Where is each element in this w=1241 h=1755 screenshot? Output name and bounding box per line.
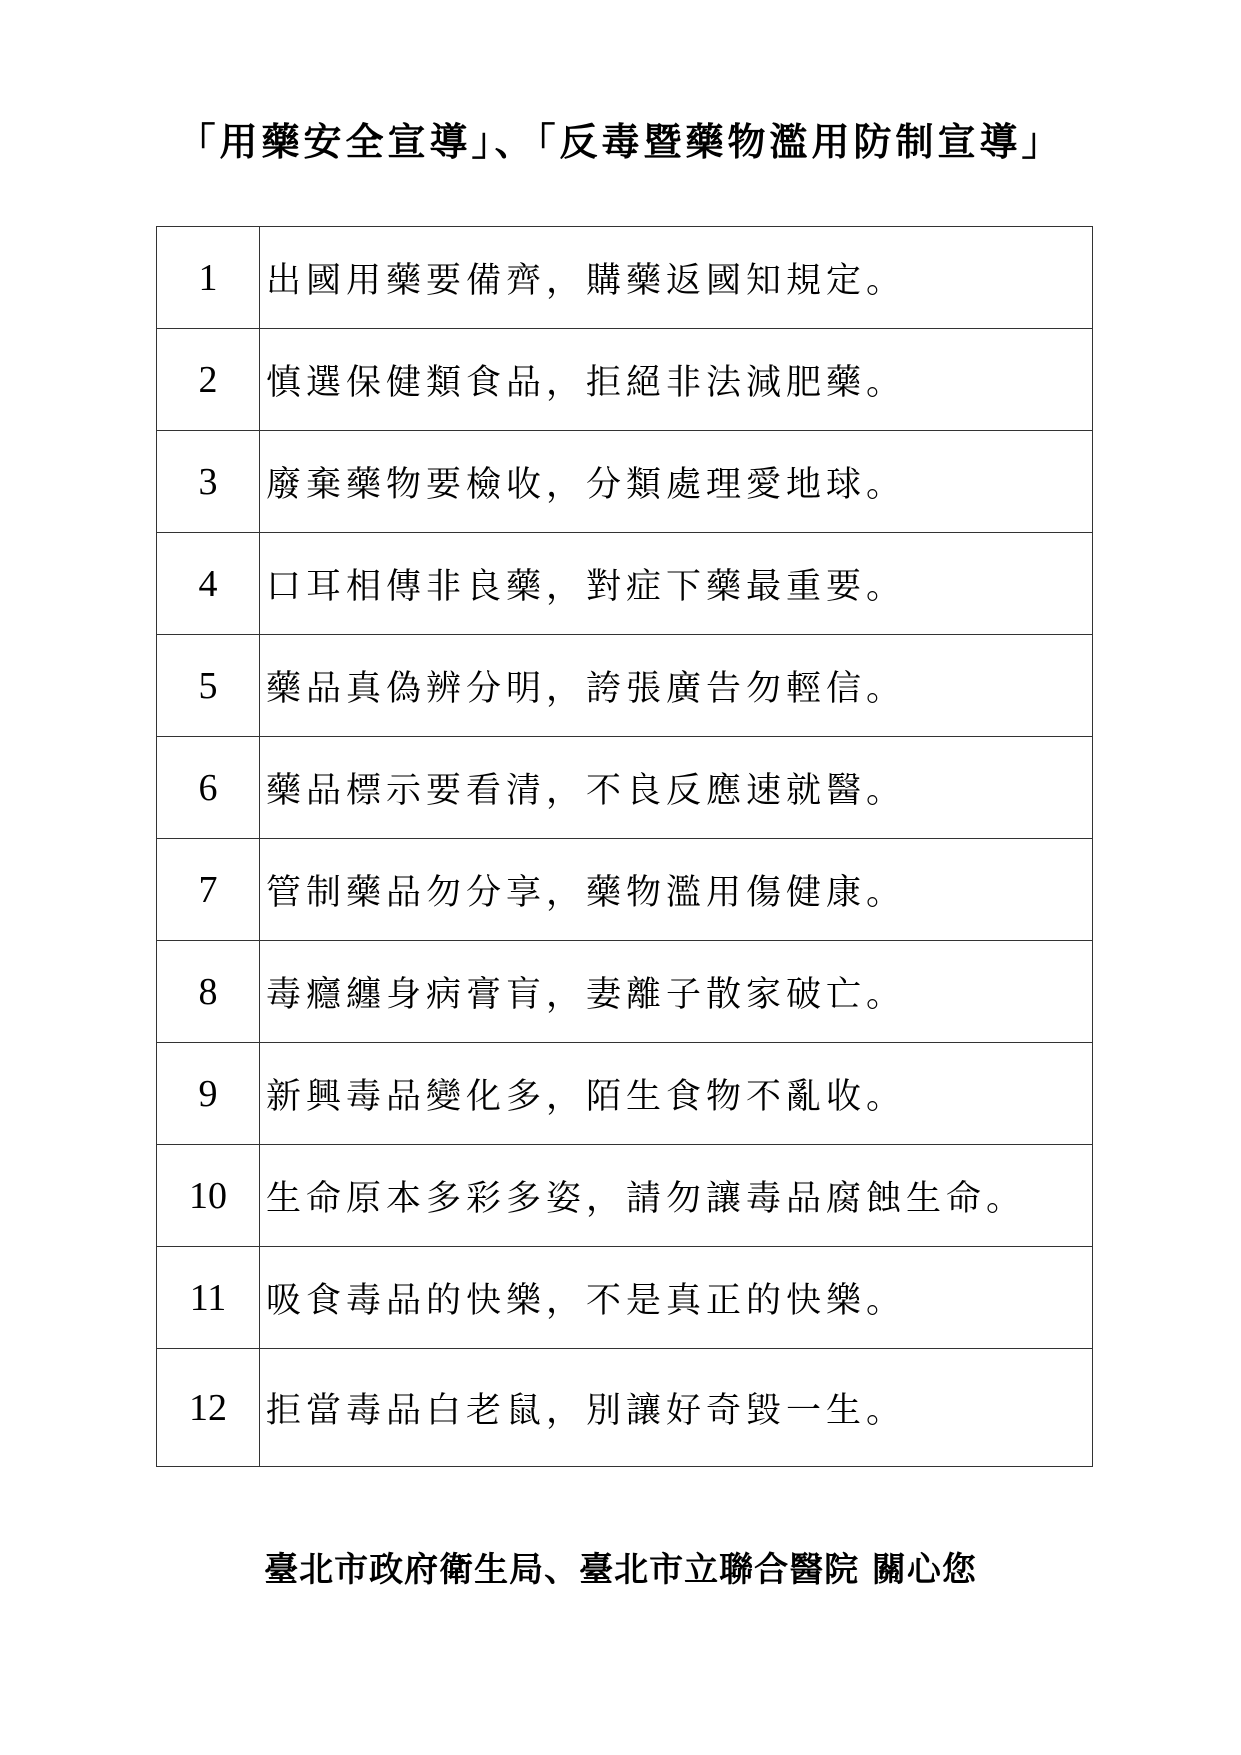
row-number: 9 <box>157 1043 260 1145</box>
slogan-text: 毒癮纏身病膏肓，妻離子散家破亡。 <box>260 941 1093 1043</box>
slogan-text: 慎選保健類食品，拒絕非法減肥藥。 <box>260 329 1093 431</box>
slogan-text: 口耳相傳非良藥，對症下藥最重要。 <box>260 533 1093 635</box>
slogan-text: 出國用藥要備齊，購藥返國知規定。 <box>260 227 1093 329</box>
row-number: 10 <box>157 1145 260 1247</box>
table-row <box>157 227 1093 329</box>
table-row <box>157 635 1093 737</box>
row-number: 4 <box>157 533 260 635</box>
table-row <box>157 1043 1093 1145</box>
table-row <box>157 1145 1093 1247</box>
slogan-table <box>156 226 1093 1467</box>
table-row <box>157 839 1093 941</box>
slogan-text: 新興毒品變化多，陌生食物不亂收。 <box>260 1043 1093 1145</box>
row-number: 12 <box>157 1349 260 1467</box>
slogan-text: 管制藥品勿分享，藥物濫用傷健康。 <box>260 839 1093 941</box>
row-number: 1 <box>157 227 260 329</box>
row-number: 11 <box>157 1247 260 1349</box>
row-number: 8 <box>157 941 260 1043</box>
row-number: 5 <box>157 635 260 737</box>
table-row <box>157 1349 1093 1467</box>
slogan-text: 拒當毒品白老鼠，別讓好奇毀一生。 <box>260 1349 1093 1467</box>
row-number: 7 <box>157 839 260 941</box>
slogan-text: 廢棄藥物要檢收，分類處理愛地球。 <box>260 431 1093 533</box>
document-title: 「用藥安全宣導」、「反毒暨藥物濫用防制宣導」 <box>177 119 1064 164</box>
slogan-text: 藥品真偽辨分明，誇張廣告勿輕信。 <box>260 635 1093 737</box>
table-row <box>157 941 1093 1043</box>
row-number: 3 <box>157 431 260 533</box>
row-number: 2 <box>157 329 260 431</box>
slogan-text: 藥品標示要看清，不良反應速就醫。 <box>260 737 1093 839</box>
table-row <box>157 431 1093 533</box>
table-row <box>157 329 1093 431</box>
footer-credit: 臺北市政府衛生局、臺北市立聯合醫院 關心您 <box>264 1550 977 1590</box>
table-row <box>157 737 1093 839</box>
table-row <box>157 1247 1093 1349</box>
slogan-text: 吸食毒品的快樂，不是真正的快樂。 <box>260 1247 1093 1349</box>
slogan-text: 生命原本多彩多姿，請勿讓毒品腐蝕生命。 <box>260 1145 1093 1247</box>
table-row <box>157 533 1093 635</box>
row-number: 6 <box>157 737 260 839</box>
